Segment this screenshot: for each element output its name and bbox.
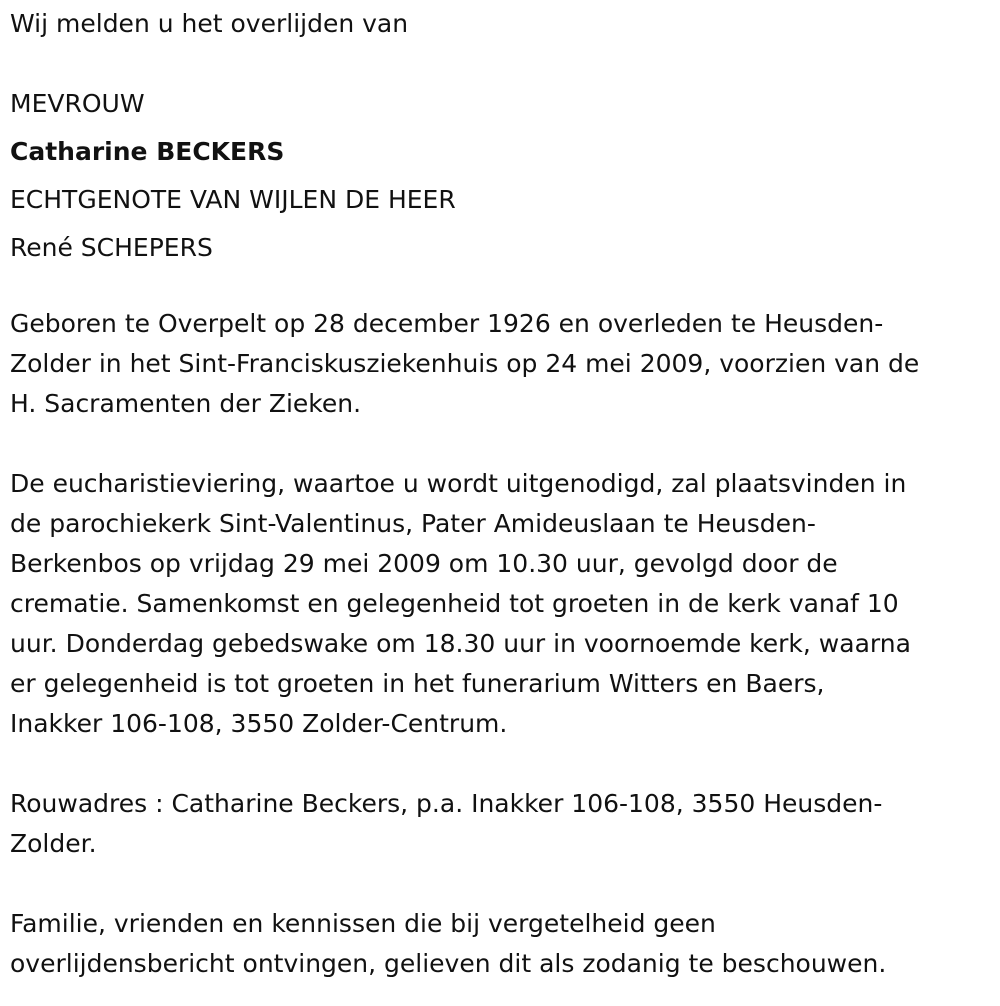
paragraph-line: overlijdensbericht ontvingen, gelieven dit als zodanig te beschouwen. — [10, 949, 887, 978]
spouse-name: René SCHEPERS — [10, 233, 213, 262]
paragraph-line: de parochiekerk Sint-Valentinus, Pater Amideuslaan te Heusden- — [10, 509, 816, 538]
paragraph-line: er gelegenheid is tot groeten in het funerarium Witters en Baers, — [10, 669, 825, 698]
birth-death-paragraph — [10, 304, 985, 424]
deceased-header — [10, 80, 985, 272]
paragraph-line: Berkenbos op vrijdag 29 mei 2009 om 10.30 uur, gevolgd door de — [10, 549, 838, 578]
relation-text: ECHTGENOTE VAN WIJLEN DE HEER — [10, 185, 456, 214]
ceremony-paragraph — [10, 464, 985, 744]
paragraph-line: De eucharistieviering, waartoe u wordt uitgenodigd, zal plaatsvinden in — [10, 469, 907, 498]
spacer — [10, 48, 985, 80]
title-text: MEVROUW — [10, 89, 145, 118]
paragraph-line: H. Sacramenten der Zieken. — [10, 389, 362, 418]
deceased-name: Catharine BECKERS — [10, 137, 285, 166]
paragraph-line: Rouwadres : Catharine Beckers, p.a. Inakker 106-108, 3550 Heusden- — [10, 789, 883, 818]
spacer — [10, 744, 985, 784]
paragraph-line: Familie, vrienden en kennissen die bij vergetelheid geen — [10, 909, 716, 938]
obituary-notice — [10, 0, 985, 984]
paragraph-line: Zolder. — [10, 829, 97, 858]
paragraph-line: uur. Donderdag gebedswake om 18.30 uur in voornoemde kerk, waarna — [10, 629, 911, 658]
spacer — [10, 272, 985, 304]
spacer — [10, 864, 985, 904]
paragraph-line: crematie. Samenkomst en gelegenheid tot groeten in de kerk vanaf 10 — [10, 589, 899, 618]
paragraph-line: Zolder in het Sint-Franciskusziekenhuis op 24 mei 2009, voorzien van de — [10, 349, 920, 378]
closing-paragraph — [10, 904, 985, 984]
paragraph-line: Inakker 106-108, 3550 Zolder-Centrum. — [10, 709, 508, 738]
address-paragraph — [10, 784, 985, 864]
spacer — [10, 424, 985, 464]
intro-text: Wij melden u het overlijden van — [10, 9, 409, 38]
paragraph-line: Geboren te Overpelt op 28 december 1926 en overleden te Heusden- — [10, 309, 884, 338]
